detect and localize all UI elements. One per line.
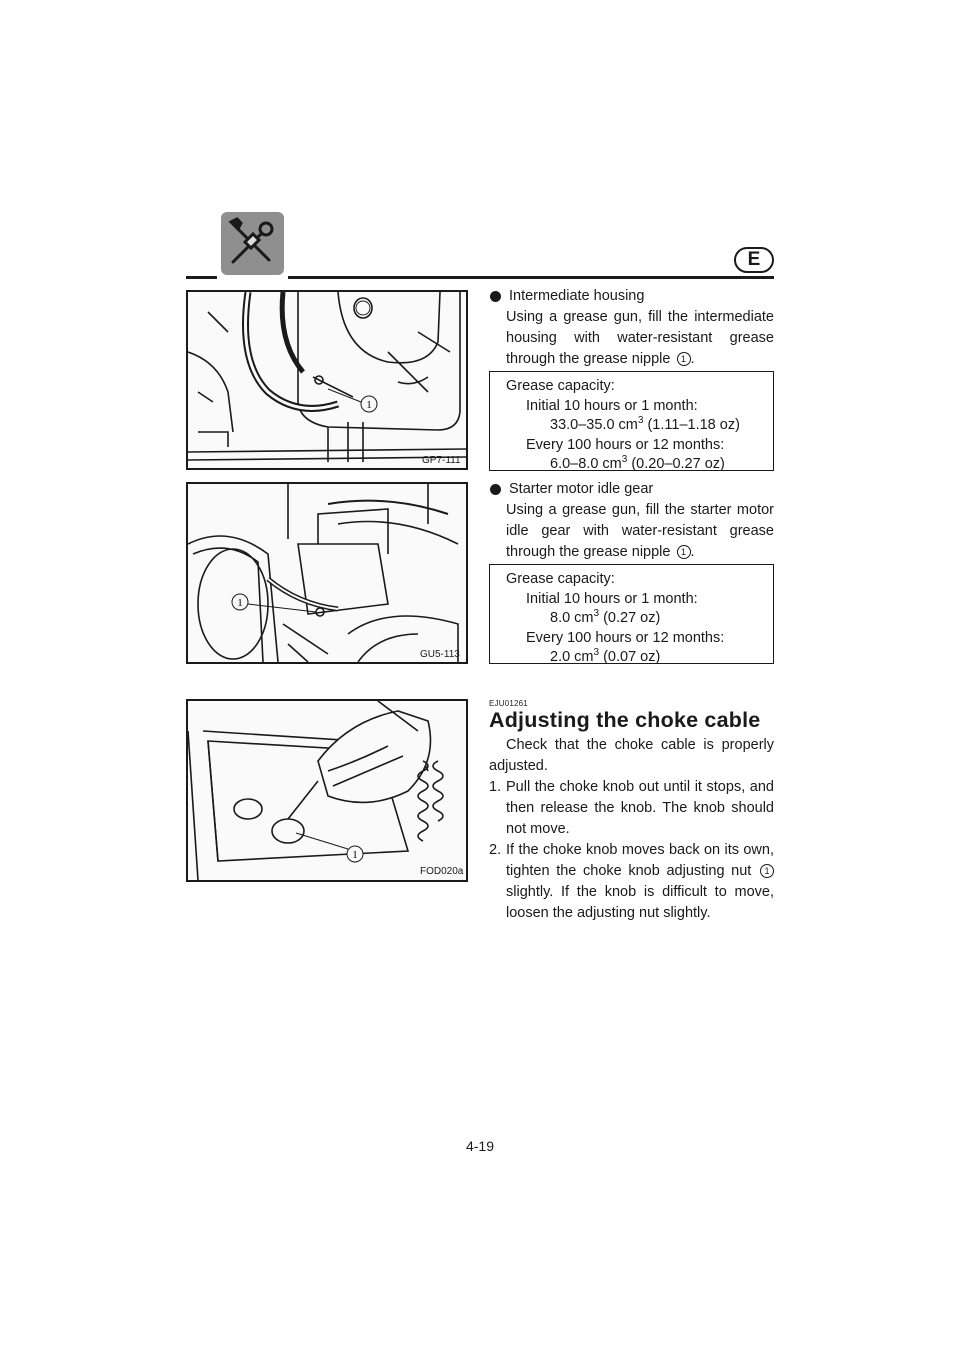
section-intermediate-housing: Intermediate housing Using a grease gun, fill the intermediate housing with water-resistant grease through the grease nipple 1 . — [489, 286, 774, 370]
callout-1 — [232, 594, 316, 612]
intro-paragraph: Check that the choke cable is properly adjusted. — [489, 737, 774, 774]
spec-heading: Grease capacity: — [506, 571, 615, 587]
step-text: Pull the choke knob out until it stops, and then release the knob. The knob should not move. — [506, 779, 774, 837]
choke-body — [489, 735, 774, 924]
spec-heading: Grease capacity: — [506, 378, 615, 394]
spec-every-value: 6.0–8.0 $cm^3$ (0.20–0.27 oz) — [550, 454, 725, 472]
step-number: 2. — [489, 842, 502, 858]
figure-intermediate-housing — [186, 290, 468, 470]
body-text: Using a grease gun, fill the intermediate housing with water-resistant grease through the grease nipple — [506, 309, 774, 367]
callout-9 — [356, 301, 370, 315]
reference-number: 1 — [760, 864, 774, 878]
body-text: Using a grease gun, fill the starter motor idle gear with water-resistant grease through the grease nipple — [506, 502, 774, 560]
step-item — [489, 777, 774, 840]
section-title: Adjusting the choke cable — [489, 708, 761, 732]
spec-every-label: Every 100 hours or 12 months: — [526, 436, 725, 453]
bullet-title: Starter motor idle gear — [509, 481, 654, 497]
starter-illustration — [188, 484, 466, 662]
step-item — [489, 840, 774, 924]
spec-initial-value: 33.0–35.0 $cm^3$ (1.11–1.18 oz) — [550, 415, 740, 433]
section-code: EJU01261 — [489, 699, 528, 708]
svg-text:1: 1 — [352, 849, 358, 861]
choke-illustration — [188, 701, 466, 880]
page-number: 4-19 — [465, 1138, 495, 1154]
spec-initial-label: Initial 10 hours or 1 month: — [526, 397, 698, 414]
grease-capacity-box — [489, 564, 774, 664]
bullet-icon — [490, 484, 501, 495]
figure-code: GP7-111 — [422, 455, 461, 466]
maintenance-tools-icon — [221, 212, 284, 275]
figure-code: FOD020a — [420, 866, 464, 877]
callout-1 — [328, 389, 377, 412]
spec-initial-label: Initial 10 hours or 1 month: — [526, 590, 698, 607]
step-text: If the choke knob moves back on its own, tighten the choke knob adjusting nut 1 slightly. If the knob is difficult to move, loosen the adjusting nut slightly. — [506, 842, 774, 921]
header-rule-right — [288, 276, 774, 279]
language-badge: E — [734, 247, 774, 273]
spec-every-value: 2.0 $cm^3$ (0.07 oz) — [550, 647, 661, 665]
figure-choke-knob — [186, 699, 468, 882]
callout-1 — [296, 833, 363, 862]
figure-code: GU5-113 — [420, 649, 460, 660]
spec-initial-value: 8.0 $cm^3$ (0.27 oz) — [550, 608, 661, 626]
reference-number: 1 — [677, 545, 691, 559]
reference-number: 1 — [677, 352, 691, 366]
step-number: 1. — [489, 779, 502, 795]
svg-text:1: 1 — [366, 399, 372, 411]
section-starter-idle-gear: Starter motor idle gear Using a grease gun, fill the starter motor idle gear with water-resistant grease through the grease nipple 1 . — [489, 479, 774, 563]
header-rule-left — [186, 276, 217, 279]
svg-text:1: 1 — [237, 597, 243, 609]
grease-capacity-box — [489, 371, 774, 471]
bullet-title: Intermediate housing — [509, 288, 645, 304]
figure-starter-idle-gear — [186, 482, 468, 664]
engine-illustration — [188, 292, 466, 468]
bullet-icon — [490, 291, 501, 302]
spec-every-label: Every 100 hours or 12 months: — [526, 629, 725, 646]
